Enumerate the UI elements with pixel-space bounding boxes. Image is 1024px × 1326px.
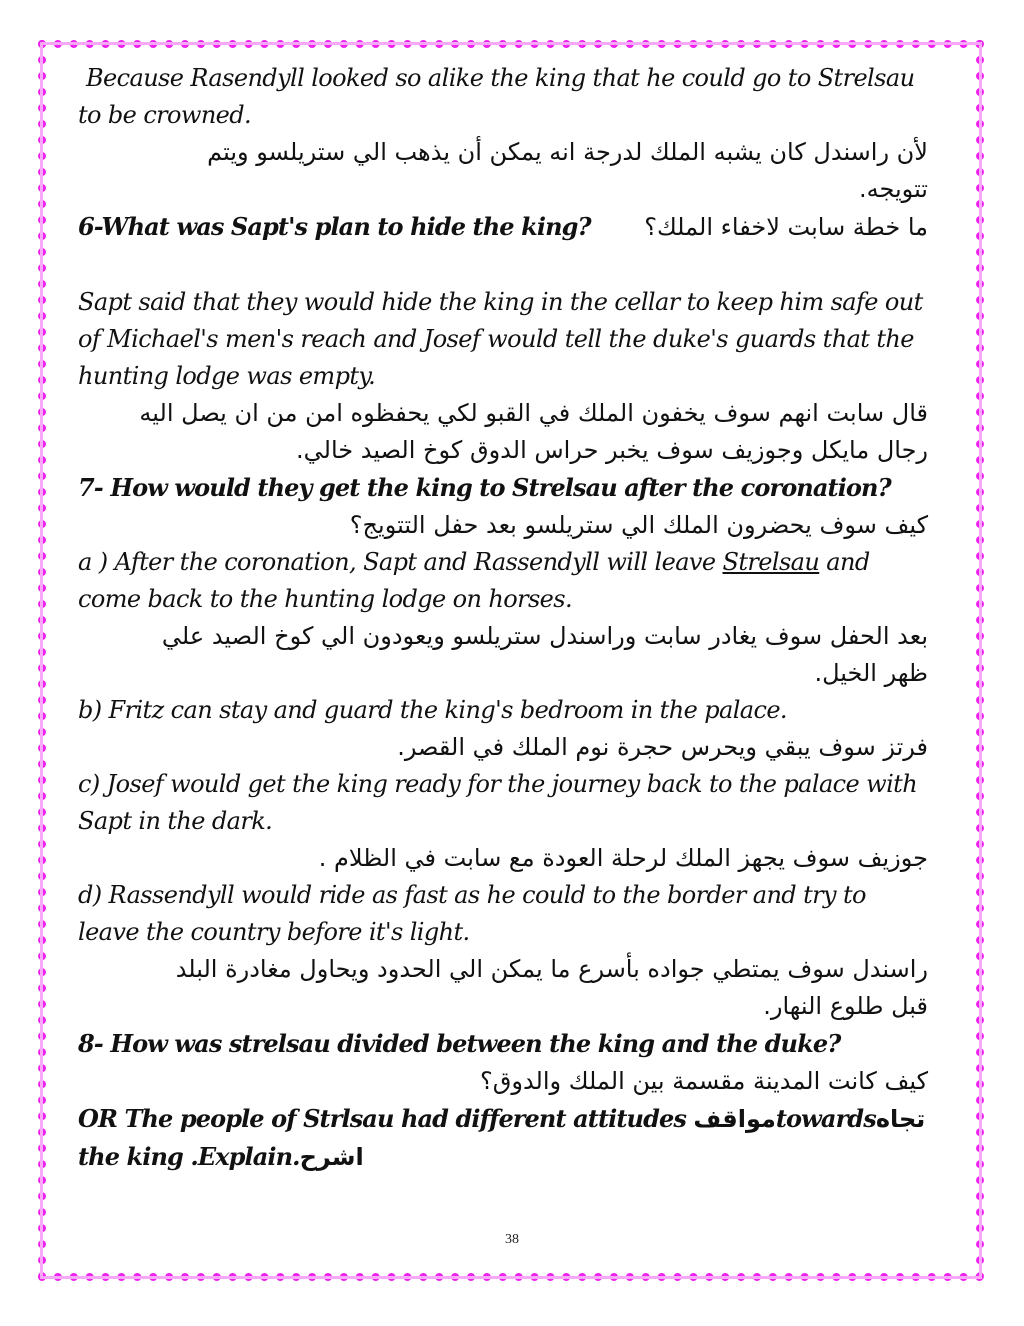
answer-5-arabic: لأن راسندل كان يشبه الملك لدرجة انه يمكن أن يذهب الي ستريلسو ويتم تتويجه. (207, 138, 928, 203)
answer-7a-english (78, 544, 928, 618)
answer-7a-part-1: a ) After the coronation, Sapt and Rassendyll will leave (78, 548, 723, 576)
question-8-arabic: كيف كانت المدينة مقسمة بين الملك والدوق؟ (480, 1067, 928, 1095)
page-number: 38 (505, 1232, 519, 1247)
answer-7d-english: d) Rassendyll would ride as fast as he could to the border and try to leave the country before it's light. (78, 881, 866, 946)
q8b-part-3: the king .Explain. (78, 1142, 300, 1171)
answer-5-english: Because Rasendyll looked so alike the king that he could go to Strelsau to be crowned. (78, 64, 915, 129)
question-8-english: 8- How was strelsau divided between the king and the duke? (78, 1029, 841, 1058)
answer-6-arabic: قال سابت انهم سوف يخفون الملك في القبو لكي يحفظوه امن من ان يصل اليه رجال مايكل وجوزيف سوف يخبر حراس الدوق كوخ الصيد خالي. (139, 399, 928, 464)
answer-7d-arabic: راسندل سوف يمتطي جواده بأسرع ما يمكن الي الحدود ويحاول مغادرة البلد قبل طلوع النهار. (175, 955, 928, 1020)
question-6-english: 6-What was Sapt's plan to hide the king? (78, 212, 591, 241)
answer-7a-underlined: Strelsau (722, 548, 820, 576)
blank-line (78, 246, 928, 284)
document-body (78, 60, 928, 1176)
q8b-part-1: OR The people of Strlsau had different attitudes (78, 1104, 694, 1133)
answer-7b-english: b) Fritz can stay and guard the king's bedroom in the palace. (78, 696, 787, 724)
answer-7a-part-2: and come back to the hunting lodge on horses. (78, 548, 870, 613)
q8b-arabic-explain: اشرح (299, 1143, 364, 1171)
answer-7b-arabic: فرتز سوف يبقي ويحرس حجرة نوم الملك في القصر. (397, 733, 928, 761)
q8b-arabic-attitudes: مواقف (693, 1105, 776, 1133)
question-6-arabic: ما خطة سابت لاخفاء الملك؟ (644, 213, 928, 241)
q8b-part-2: towards (775, 1104, 876, 1133)
question-6-row (78, 208, 928, 246)
question-7-english: 7- How would they get the king to Strelsau after the coronation? (78, 473, 891, 502)
question-8-alternative (78, 1100, 928, 1176)
answer-6-english: Sapt said that they would hide the king in the cellar to keep him safe out of Michael's men's reach and Josef would tell the duke's guards that the hunting lodge was empty. (78, 288, 923, 390)
q8b-arabic-towards: تجاه (875, 1105, 926, 1133)
question-7-arabic: كيف سوف يحضرون الملك الي ستريلسو بعد حفل التتويج؟ (349, 511, 928, 539)
answer-7c-english: c) Josef would get the king ready for the journey back to the palace with Sapt in the dark. (78, 770, 918, 835)
answer-7c-arabic: جوزيف سوف يجهز الملك لرحلة العودة مع سابت في الظلام . (318, 844, 928, 872)
answer-7a-arabic: بعد الحفل سوف يغادر سابت وراسندل ستريلسو ويعودون الي كوخ الصيد علي ظهر الخيل. (161, 622, 928, 687)
